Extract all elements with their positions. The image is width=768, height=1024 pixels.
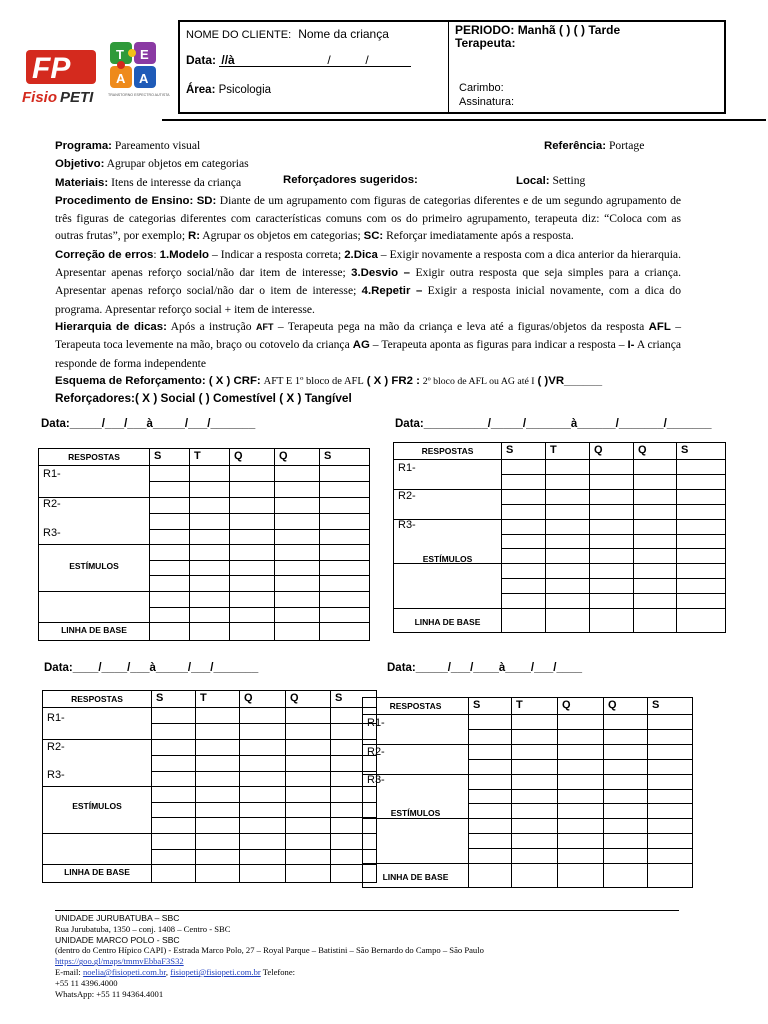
esquema-vr: ( )VR______ (537, 374, 603, 387)
day-column-header: S (335, 692, 343, 704)
grid-row-line (501, 608, 725, 609)
grid-row-line (468, 848, 692, 849)
response-grid-1 (38, 448, 370, 641)
materiais-value: Itens de interesse da criança (111, 175, 242, 189)
puzzle-letter-t: T (116, 47, 124, 62)
referencia-label: Referência: (544, 140, 607, 152)
response-row-label: R2- (47, 741, 65, 753)
linha-de-base-label: LINHA DE BASE (382, 872, 449, 882)
esquema-crf-text: AFT E 1º bloco de AFL (263, 375, 364, 387)
grid-row-line (468, 729, 692, 730)
day-column-header: S (154, 450, 162, 462)
grid-label-separator (43, 864, 151, 865)
grid-label-separator (39, 465, 149, 466)
footer-rule (55, 910, 679, 911)
correcao-modelo-text: – Indicar a resposta correta; (212, 247, 342, 261)
grid-row-line (468, 803, 692, 804)
grid-value-column-line (589, 443, 590, 632)
aft-label: AFT (255, 321, 274, 332)
day-column-header: S (473, 699, 481, 711)
respostas-header: RESPOSTAS (68, 452, 120, 462)
estimulos-label: ESTÍMULOS (390, 808, 441, 818)
header-divider (448, 22, 449, 112)
correcao-desvio-label: 3.Desvio – (351, 267, 411, 280)
date-row (186, 54, 411, 67)
grid-row-line (468, 774, 692, 775)
grid-row-line (151, 849, 376, 850)
day-column-header: S (156, 692, 164, 704)
esquema-row (55, 372, 681, 390)
reforcadores-line: Reforçadores:( X ) Social ( ) Comestível ( X ) Tangível (55, 391, 352, 406)
correcao-repetir-text: Exigir a resposta inicial novamente, com a dica do programa. Apresentar reforço social + item de interesse. (55, 284, 682, 316)
day-column-header: Q (638, 444, 647, 456)
linha-de-base-label: LINHA DE BASE (64, 867, 130, 877)
linha-de-base-label: LINHA DE BASE (61, 625, 127, 635)
grid-column-divider (468, 698, 469, 887)
grid-row-line (151, 771, 376, 772)
grid-row-line (501, 548, 725, 549)
correcao-repetir-label: 4.Repetir – (361, 285, 423, 298)
puzzle-letter-a: A (116, 71, 126, 86)
referencia-value: Portage (608, 139, 645, 152)
grid-label-separator (43, 739, 151, 740)
hierarquia-label: Hierarquia de dicas: (55, 320, 167, 333)
grid-row-line (149, 529, 369, 530)
grid-label-separator (39, 622, 149, 623)
day-column-header: T (516, 699, 523, 711)
grid-label-separator (394, 608, 501, 609)
grid-row-line (501, 593, 725, 594)
i-label: I- (627, 339, 635, 352)
response-grid-4 (362, 697, 693, 888)
date-field-value: //à (221, 53, 235, 67)
estimulos-label: ESTÍMULOS (69, 561, 119, 571)
programa-value: Pareamento visual (114, 139, 201, 152)
objetivo-row (55, 155, 681, 173)
grid-row-line (149, 465, 369, 466)
grid-row-line (501, 504, 725, 505)
area-row (186, 84, 271, 97)
grid-row-line (151, 707, 376, 708)
r-text: Agrupar os objetos em categorias; (202, 229, 361, 243)
email-link-2[interactable]: fisiopeti@fisiopeti.com.br (170, 966, 261, 977)
grid-label-separator (43, 833, 151, 834)
response-row-label: R1- (398, 462, 416, 474)
logo-brand-peti: PETI (60, 89, 94, 106)
header-rule (162, 119, 766, 121)
period-options[interactable]: Manhã ( ) ( ) Tarde (517, 23, 621, 37)
logo-brand-fisio: Fisio (22, 89, 58, 106)
grid-row-line (151, 817, 376, 818)
area-value[interactable]: Psicologia (218, 84, 272, 96)
date-sep-1: / (327, 53, 331, 67)
day-column-header: S (652, 699, 660, 711)
grid-value-column-line (545, 443, 546, 632)
response-row-label: R3- (43, 527, 61, 539)
correcao-dica-label: 2.Dica (344, 248, 378, 261)
grid-column-divider (501, 443, 502, 632)
period-label: PERIODO: (455, 23, 515, 37)
date-label: Data: (186, 53, 217, 67)
response-row-label: R2- (43, 498, 61, 510)
grid-row-line (468, 744, 692, 745)
grid-row-line (468, 818, 692, 819)
grid-1-date[interactable]: Data:_____/___/___à_____/___/_______ (41, 418, 256, 430)
fisiopeti-logo (20, 36, 170, 116)
procedimento-paragraph (55, 192, 681, 246)
grid-label-separator (394, 459, 501, 460)
grid-row-line (151, 739, 376, 740)
reforcadores-row (55, 390, 681, 407)
response-row-label: R1- (367, 717, 385, 729)
grid-row-line (149, 544, 369, 545)
sd-label: SD: (196, 194, 217, 207)
puzzle-letter-a2: A (139, 71, 149, 86)
contact-row: E-mail: noelia@fisiopeti.com.br, fisiopeti@fisiopeti.com.br Telefone: (55, 966, 296, 977)
day-column-header: Q (279, 450, 288, 462)
grid-row-line (501, 519, 725, 520)
procedimento-text: Diante de um agrupamento com figuras de categorias diferentes e de um segundo agrupamento de três figuras de categorias diferentes com características comuns com os do primeiro agrupamento, terapeuta diz: “Coloca com as outras frutas”, por exemplo; (55, 193, 682, 243)
grid-label-separator (39, 591, 149, 592)
grid-row-line (149, 513, 369, 514)
day-column-header: T (194, 450, 201, 462)
date-sep-2: / (365, 53, 369, 67)
grid-row-line (149, 575, 369, 576)
objetivo-value: Agrupar objetos em categorias (106, 157, 249, 171)
response-row-label: R1- (47, 712, 65, 724)
response-grid-3 (42, 690, 377, 883)
grid-label-separator (363, 818, 468, 819)
respostas-header: RESPOSTAS (389, 701, 442, 711)
hierarquia-paragraph: Hierarquia de dicas: Após a instrução AFT – Terapeuta pega na mão da criança e leva até a figuras/objetos da resposta AFL – Terapeuta toca levemente na mão, braço ou cotovelo da criança AG – Terapeuta aponta as figuras para indicar a resposta – I- A criança responde de forma independente (55, 319, 682, 370)
reforcadores-sugeridos-label: Reforçadores sugeridos: (283, 174, 418, 186)
grid-row-line (468, 759, 692, 760)
grid-row-line (149, 591, 369, 592)
grid-value-column-line (557, 698, 558, 887)
response-row-label: R3- (47, 769, 65, 781)
grid-row-line (501, 578, 725, 579)
correcao-paragraph: Correção de erros: 1.Modelo – Indicar a resposta correta; 2.Dica – Exigir novamente a resposta com a dica anterior da hierarquia. Apresentar apenas reforço social/não dar item de interesse; 3.Desvio – Exigir outra resposta que seja simples para a criança. Apresentar apenas reforço social/não dar o item de interesse; 4.Repetir – Exigir a resposta inicial novamente, com a dica do programa. Apresentar reforço social + item de interesse. (55, 247, 682, 316)
day-column-header: Q (594, 444, 603, 456)
therapist-label: Terapeuta: (455, 36, 516, 50)
sc-label: SC: (363, 230, 384, 243)
linha-de-base-label: LINHA DE BASE (414, 617, 481, 627)
day-column-header: S (324, 450, 332, 462)
grid-row-line (149, 560, 369, 561)
whatsapp-number: WhatsApp: +55 11 94364.4001 (55, 988, 164, 999)
correcao-label: Correção de erros (55, 248, 154, 261)
grid-value-column-line (676, 443, 677, 632)
day-column-header: Q (562, 699, 571, 711)
grid-row-line (501, 474, 725, 475)
program-description (55, 137, 681, 407)
response-row-label: R2- (367, 746, 385, 758)
programa-row (55, 137, 681, 155)
grid-row-line (149, 497, 369, 498)
r-label: R: (187, 230, 201, 243)
puzzle-caption: TRANSTORNO ESPECTRO AUTISTA (108, 93, 170, 97)
client-name-row (186, 28, 389, 42)
email-label: E-mail: (55, 966, 81, 977)
esquema-fr2-text: 2º bloco de AFL ou AG até I (422, 375, 535, 387)
response-grid-2 (393, 442, 726, 633)
ag-label: AG (352, 339, 370, 352)
grid-row-line (149, 481, 369, 482)
area-label: Área: (186, 84, 216, 96)
grid-row-line (501, 563, 725, 564)
grid-row-line (151, 864, 376, 865)
day-column-header: Q (290, 692, 299, 704)
grid-row-line (151, 802, 376, 803)
grid-value-column-line (603, 698, 604, 887)
objetivo-label: Objetivo: (55, 158, 105, 171)
grid-3-date[interactable]: Data:____/____/___à_____/___/_______ (44, 662, 259, 674)
day-column-header: Q (244, 692, 253, 704)
grid-4-date[interactable]: Data:_____/___/____à____/___/____ (387, 662, 583, 674)
grid-value-column-line (633, 443, 634, 632)
stamp-label: Carimbo: (459, 82, 504, 94)
day-column-header: Q (234, 450, 243, 462)
programa-label: Programa: (55, 140, 112, 152)
phone-label: Telefone: (262, 966, 296, 977)
grid-row-line (151, 723, 376, 724)
sc-text: Reforçar imediatamente após a resposta. (386, 229, 574, 243)
client-name-label: NOME DO CLIENTE: (186, 29, 292, 41)
respostas-header: RESPOSTAS (421, 446, 474, 456)
unit1-address: Rua Jurubatuba, 1350 – conj. 1408 – Centro - SBC (55, 923, 231, 934)
client-name-value[interactable]: Nome da criança (298, 27, 389, 41)
grid-value-column-line (647, 698, 648, 887)
local-value: Setting (552, 174, 586, 187)
correcao-dica-text: – Exigir novamente a resposta com a dica anterior da hierarquia. Apresentar apenas reforço social/não dar item de interesse; (55, 247, 681, 280)
correcao-desvio-text: Exigir outra resposta que seja simples para a criança. Apresentar apenas reforço social/não dar o item de interesse; (55, 266, 682, 298)
grid-label-separator (363, 863, 468, 864)
signature-label: Assinatura: (459, 96, 515, 108)
grid-label-separator (43, 707, 151, 708)
grid-row-line (468, 789, 692, 790)
day-column-header: T (200, 692, 207, 704)
respostas-header: RESPOSTAS (71, 694, 123, 704)
estimulos-label: ESTÍMULOS (72, 801, 122, 811)
grid-row-line (501, 489, 725, 490)
day-column-header: T (550, 444, 557, 456)
response-row-label: R2- (398, 490, 416, 502)
puzzle-letter-e: E (140, 47, 149, 62)
esquema-label: Esquema de Reforçamento: ( X ) CRF: (55, 374, 261, 387)
day-column-header: Q (608, 699, 617, 711)
grid-row-line (149, 607, 369, 608)
response-row-label: R3- (367, 774, 385, 786)
email-link-1[interactable]: noelia@fisiopeti.com.br (82, 966, 166, 977)
procedimento-label: Procedimento de Ensino: (55, 194, 194, 207)
response-row-label: R1- (43, 468, 61, 480)
correcao-modelo-label: 1.Modelo (159, 248, 209, 261)
local-label: Local: (516, 175, 550, 187)
esquema-fr2-label: ( X ) FR2 : (366, 374, 420, 387)
grid-row-line (501, 459, 725, 460)
grid-row-line (151, 833, 376, 834)
unit2-title: UNIDADE MARCO POLO - SBC (55, 934, 180, 945)
grid-label-separator (363, 744, 468, 745)
grid-2-date[interactable]: Data:__________/_____/_______à______/_______/_______ (395, 418, 712, 430)
response-row-label: R3- (398, 519, 416, 531)
grid-row-line (151, 786, 376, 787)
date-field[interactable] (219, 55, 367, 67)
map-link[interactable]: https://goo.gl/maps/tmmvEbbaF3S32 (55, 956, 184, 967)
unit2-address: (dentro do Centro Hípico CAPI) - Estrada Marco Polo, 27 – Royal Parque – Batistini – São Bernardo do Campo – São Paulo (55, 945, 484, 956)
materiais-row (55, 174, 681, 192)
grid-row-line (468, 863, 692, 864)
estimulos-label: ESTÍMULOS (422, 554, 473, 564)
day-column-header: S (506, 444, 514, 456)
day-column-header: S (681, 444, 689, 456)
unit1-title: UNIDADE JURUBATUBA – SBC (55, 913, 180, 923)
materiais-label: Materiais: (55, 176, 109, 189)
logo-fp-letters: FP (32, 52, 71, 85)
grid-label-separator (43, 786, 151, 787)
grid-value-column-line (511, 698, 512, 887)
grid-label-separator (39, 544, 149, 545)
afl-label: AFL (648, 320, 671, 333)
client-header-box (178, 20, 726, 114)
grid-row-line (501, 534, 725, 535)
grid-row-line (468, 714, 692, 715)
grid-label-separator (363, 714, 468, 715)
grid-row-line (151, 755, 376, 756)
grid-row-line (468, 833, 692, 834)
footer (55, 913, 675, 999)
phone-number: +55 11 4396.4000 (55, 977, 118, 988)
grid-row-line (149, 622, 369, 623)
